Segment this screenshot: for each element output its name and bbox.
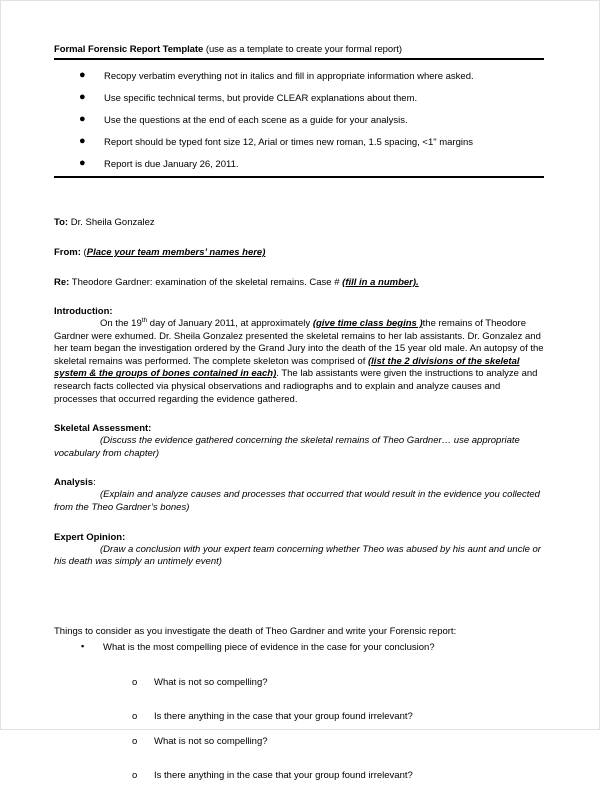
memo-to-line xyxy=(54,216,544,229)
section-heading xyxy=(54,476,544,489)
list-item-label: Use the questions at the end of each scene as a guide for your analysis. xyxy=(104,115,408,126)
list-item-label: Report is due January 26, 2011. xyxy=(104,159,239,170)
considerations-block xyxy=(54,625,544,782)
memo-re-line xyxy=(54,276,544,289)
bullet-icon: ● xyxy=(79,91,86,103)
memo-block xyxy=(54,216,544,289)
section-analysis xyxy=(54,476,544,514)
intro-text-b: day of January 2011, at approximately xyxy=(147,318,313,329)
bullet-icon: ● xyxy=(79,135,86,147)
intro-placeholder-divisions: (list the 2 divisions of the skeletal system & the groups of bones contained in each) xyxy=(54,355,520,380)
header-bottom-rule xyxy=(54,176,544,178)
ordinal-suffix: th xyxy=(141,316,148,324)
section-expert-opinion xyxy=(54,531,544,569)
document-title xyxy=(54,43,544,56)
memo-re-label: Re: xyxy=(54,277,70,288)
document-title-bold: Formal Forensic Report Template xyxy=(54,44,204,55)
skeletal-assessment-prompt: (Discuss the evidence gathered concerning the skeletal remains of Theo Gardner… use appropriate vocabulary from chapter) xyxy=(54,435,520,459)
intro-placeholder-time: (give time class begins ) xyxy=(312,318,423,329)
circle-bullet-icon: o xyxy=(132,735,138,747)
list-item xyxy=(54,710,544,723)
intro-text-c: the remains of Theodore Gardner were exhumed. Dr. Sheila Gonzalez presented the skeletal remains to her lab assistants. Dr. Gonzalez and her team began the investigation ordered by the Grand Jury into the death of the 15 year old male. An autopsy of the skeletal remains was performed. The complete skeleton was comprised of xyxy=(54,318,544,367)
bullet-icon: ● xyxy=(79,157,86,169)
section-heading-colon: : xyxy=(93,477,96,489)
intro-text-a: On the 19 xyxy=(100,318,142,329)
introduction-paragraph xyxy=(54,318,544,406)
list-item-label: What is not so compelling? xyxy=(154,735,268,747)
memo-to-label: To: xyxy=(54,217,69,228)
circle-bullet-icon: o xyxy=(132,710,138,722)
considerations-lead: Things to consider as you investigate the death of Theo Gardner and write your Forensic report: xyxy=(54,625,457,637)
list-item-label: Report should be typed font size 12, Arial or times new roman, 1.5 spacing, <1" margins xyxy=(104,137,474,148)
list-item xyxy=(54,136,544,149)
section-introduction xyxy=(54,305,544,406)
intro-text-d: . The lab assistants were given the instructions to analyze and research facts collected via physical observations and radiographs and to explain and analyze causes and processes that occurred regarding the evidence gathered. xyxy=(54,368,538,405)
list-item xyxy=(54,735,544,748)
memo-from-prefix: ( xyxy=(80,247,87,258)
analysis-prompt: (Explain and analyze causes and processes that occurred that would result in the evidence you collected from the Theo Gardner’s bones) xyxy=(54,489,540,513)
memo-from-line xyxy=(54,246,544,259)
instructions-list xyxy=(54,70,544,171)
list-item-label: Use specific technical terms, but provide CLEAR explanations about them. xyxy=(104,93,418,104)
list-item-label: What is not so compelling? xyxy=(154,676,268,688)
section-heading: Skeletal Assessment: xyxy=(54,423,152,435)
memo-case-number-placeholder: (fill in a number). xyxy=(342,277,419,288)
list-item xyxy=(54,114,544,127)
memo-re-value: Theodore Gardner: examination of the skeletal remains. Case # xyxy=(69,277,343,288)
list-item xyxy=(54,641,544,654)
considerations-list xyxy=(54,641,544,782)
bullet-icon: ● xyxy=(79,69,86,81)
memo-from-placeholder: Place your team members’ names here) xyxy=(86,247,266,258)
list-item xyxy=(54,676,544,689)
section-heading-bold: Analysis xyxy=(54,477,94,489)
list-item-label: Is there anything in the case that your group found irrelevant? xyxy=(154,769,413,781)
bullet-icon: ▪ xyxy=(81,640,85,651)
document-content xyxy=(54,43,544,803)
circle-bullet-icon: o xyxy=(132,769,138,781)
header-top-rule xyxy=(54,58,544,60)
list-item-label: Recopy verbatim everything not in italics and fill in appropriate information where asked. xyxy=(104,71,474,82)
document-title-subtitle: (use as a template to create your formal report) xyxy=(203,44,402,55)
list-item-label: What is the most compelling piece of evidence in the case for your conclusion? xyxy=(103,641,435,653)
list-item xyxy=(54,769,544,782)
section-heading: Expert Opinion: xyxy=(54,531,126,543)
list-item xyxy=(54,158,544,171)
expert-opinion-prompt: (Draw a conclusion with your expert team concerning whether Theo was abused by his aunt and uncle or his death was simply an untimely event) xyxy=(54,543,541,568)
section-heading: Introduction: xyxy=(54,306,113,317)
list-item xyxy=(54,92,544,105)
memo-from-label: From: xyxy=(54,247,81,258)
list-item-label: Is there anything in the case that your group found irrelevant? xyxy=(154,710,413,722)
bullet-icon: ● xyxy=(79,113,86,125)
circle-bullet-icon: o xyxy=(132,676,138,688)
section-skeletal-assessment xyxy=(54,422,544,460)
memo-to-value: Dr. Sheila Gonzalez xyxy=(68,217,155,228)
list-item xyxy=(54,70,544,83)
